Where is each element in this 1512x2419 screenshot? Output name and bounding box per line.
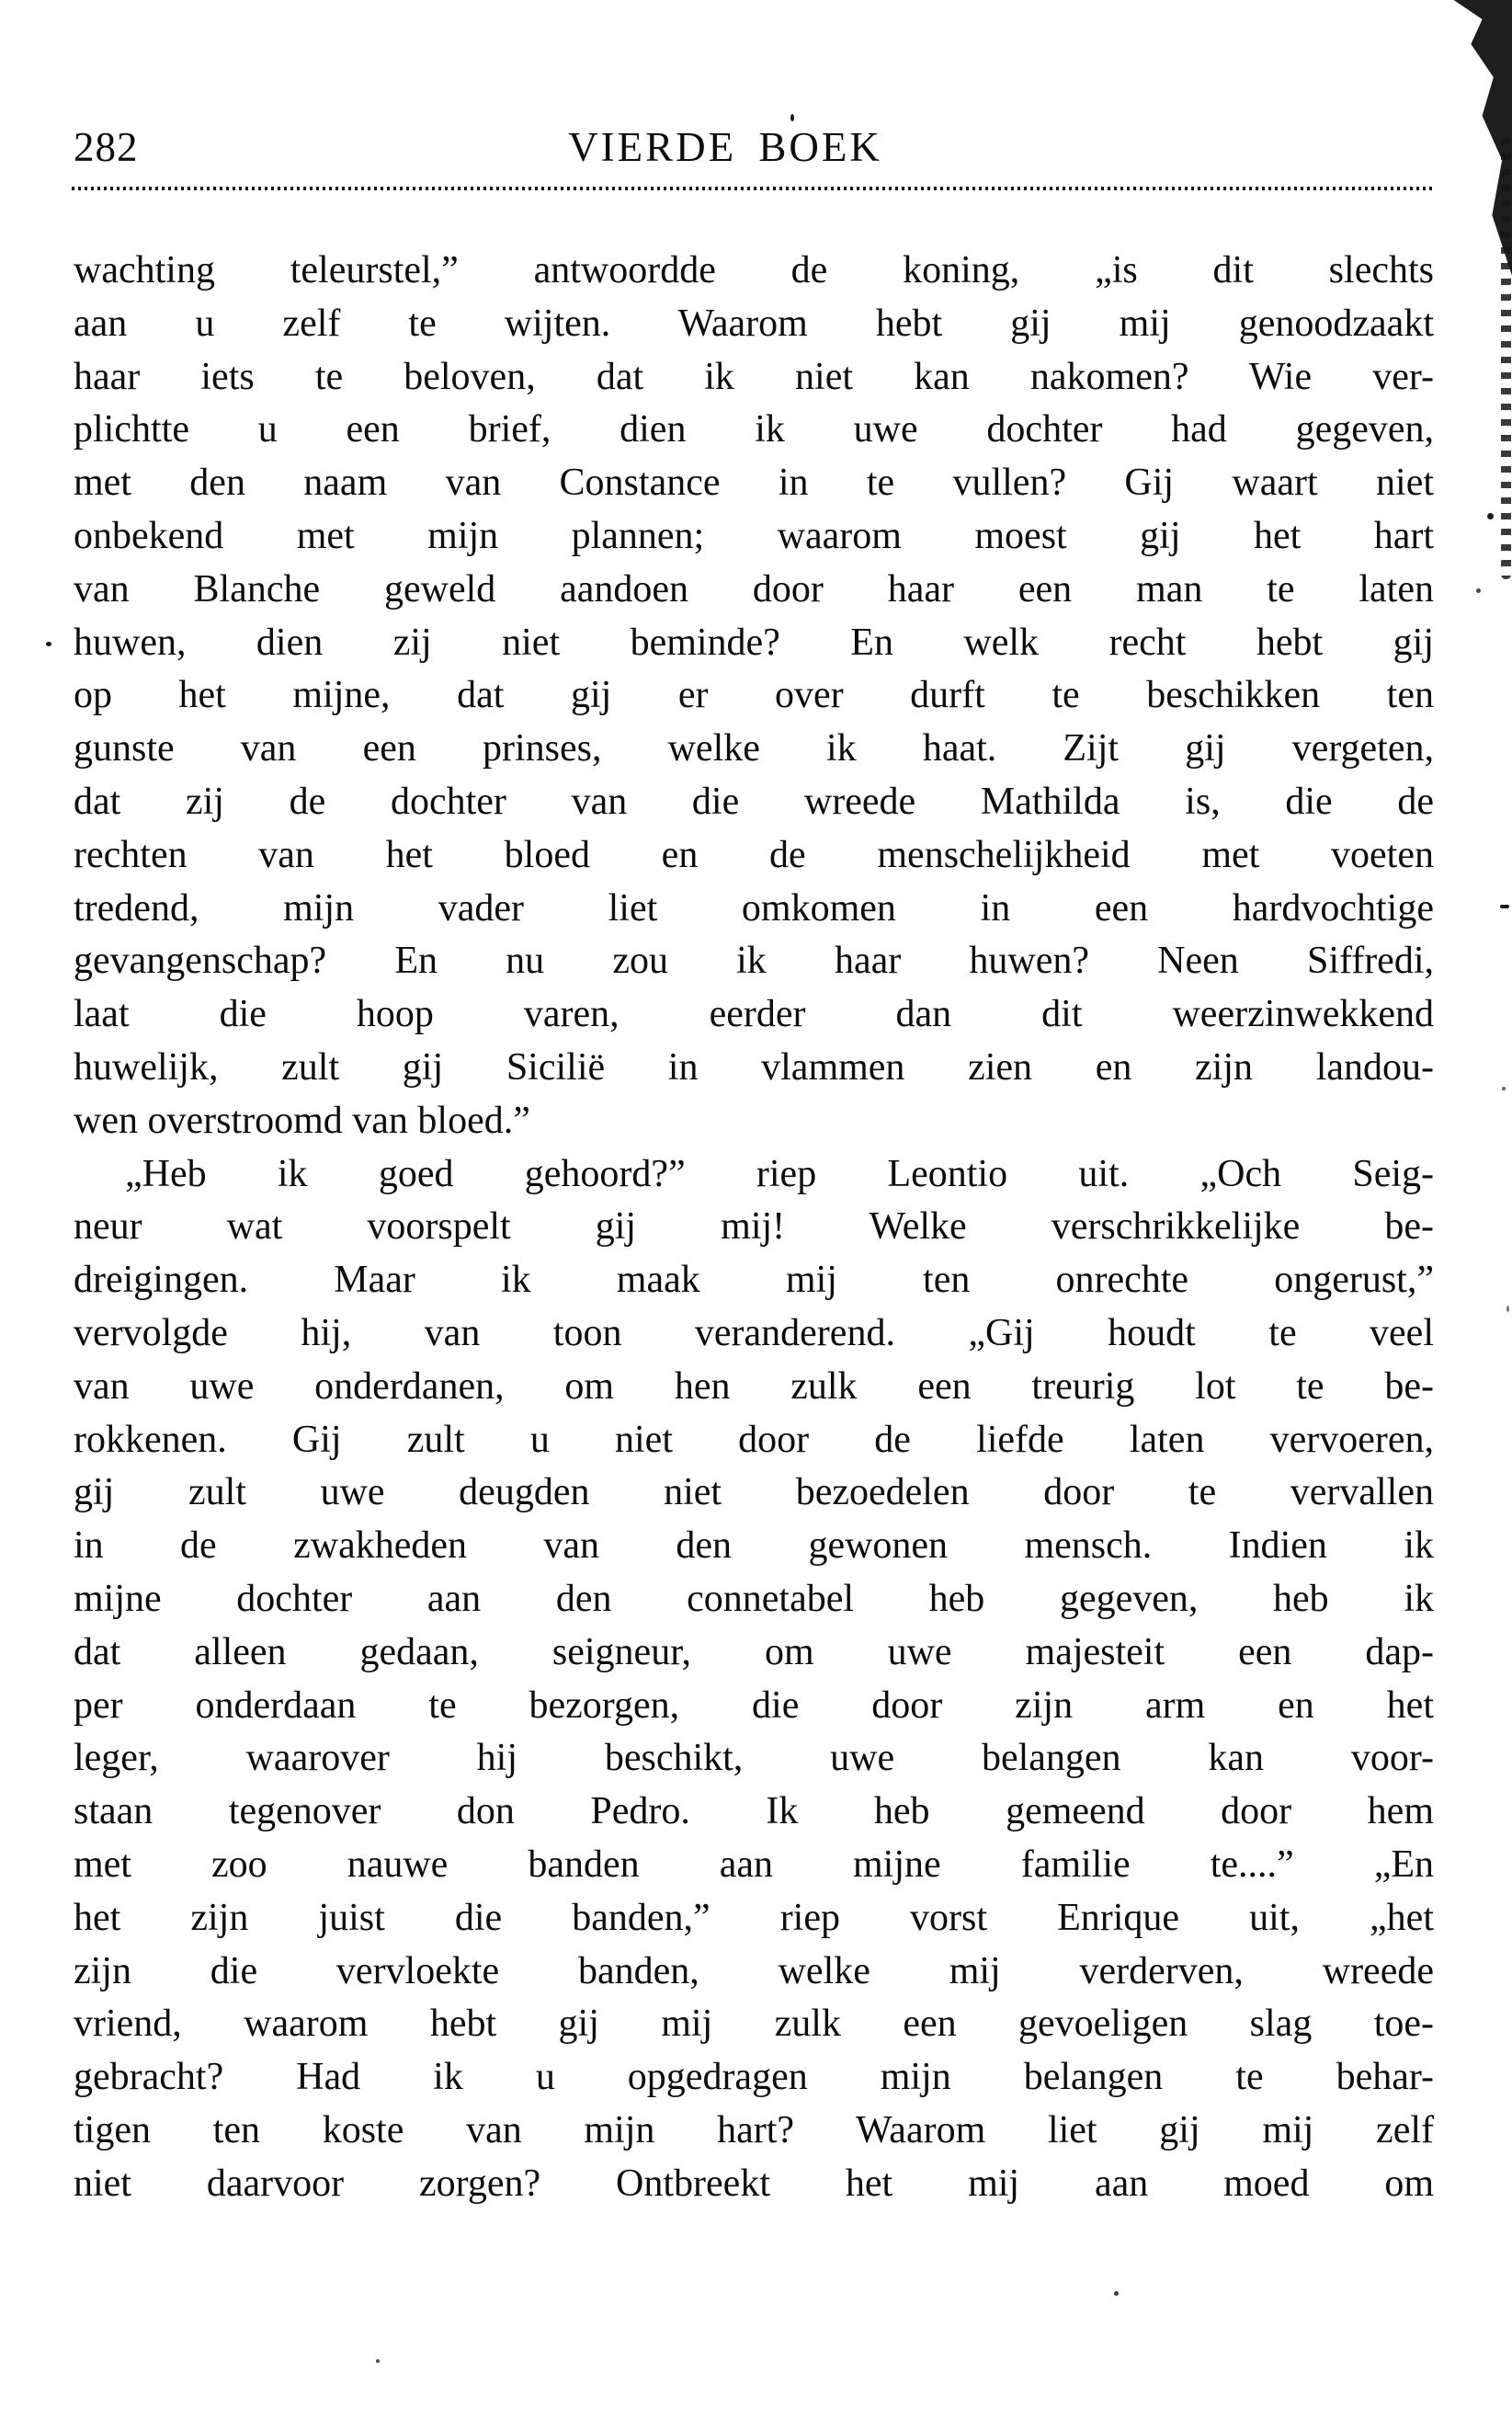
- text-line: vriend, waarom hebt gij mij zulk een gevoeligen slag toe-: [74, 2003, 1434, 2046]
- scan-artifact-speck: [1506, 1306, 1509, 1312]
- text-line: wen overstroomd van bloed.”: [74, 1099, 530, 1142]
- text-line: met den naam van Constance in te vullen? Gij waart niet: [74, 462, 1434, 505]
- scan-artifact-speck: [1487, 513, 1494, 519]
- text-line: dat alleen gedaan, seigneur, om uwe majesteit een dap-: [74, 1630, 1434, 1673]
- scan-artifact-speck: [1114, 2291, 1119, 2296]
- text-line: gunste van een prinses, welke ik haat. Zijt gij vergeten,: [74, 727, 1434, 770]
- page-header: [74, 123, 1432, 171]
- text-line: het zijn juist die banden,” riep vorst Enrique uit, „het: [74, 1896, 1434, 1939]
- header-title: VIERDE BOEK: [568, 124, 882, 170]
- text-line: in de zwakheden van den gewonen mensch. Indien ik: [74, 1524, 1434, 1568]
- text-line: tredend, mijn vader liet omkomen in een hardvochtige: [74, 886, 1434, 930]
- text-line: aan u zelf te wijten. Waarom hebt gij mij genoodzaakt: [74, 302, 1434, 345]
- text-line: gevangenschap? En nu zou ik haar huwen? Neen Siffredi,: [74, 940, 1434, 983]
- text-line: plichtte u een brief, dien ik uwe dochter had gegeven,: [74, 408, 1434, 451]
- paragraph: [74, 1148, 1434, 2211]
- page-number: 282: [74, 124, 139, 170]
- scan-artifact-speck: [376, 2359, 380, 2363]
- text-line: rechten van het bloed en de menschelijkheid met voeten: [74, 833, 1434, 876]
- text-line: zijn die vervloekte banden, welke mij verderven, wreede: [74, 1949, 1434, 1992]
- text-line: van Blanche geweld aandoen door haar een man te laten: [74, 567, 1434, 610]
- scan-artifact-speck: [46, 642, 51, 646]
- text-line: mijne dochter aan den connetabel heb gegeven, heb ik: [74, 1577, 1434, 1620]
- scan-artifact-speck: [1476, 588, 1481, 593]
- text-line: „Heb ik goed gehoord?” riep Leontio uit. „Och Seig-: [125, 1152, 1434, 1195]
- text-line: per onderdaan te bezorgen, die door zijn arm en het: [74, 1683, 1434, 1727]
- text-line: onbekend met mijn plannen; waarom moest gij het hart: [74, 514, 1434, 557]
- body-text: [74, 245, 1434, 2210]
- text-line: leger, waarover hij beschikt, uwe belangen kan voor-: [74, 1737, 1434, 1780]
- text-line: huwen, dien zij niet beminde? En welk recht hebt gij: [74, 621, 1434, 664]
- text-line: dat zij de dochter van die wreede Mathilda is, die de: [74, 780, 1434, 823]
- text-line: haar iets te beloven, dat ik niet kan nakomen? Wie ver-: [74, 355, 1434, 398]
- text-line: neur wat voorspelt gij mij! Welke verschrikkelijke be-: [74, 1205, 1434, 1249]
- text-line: vervolgde hij, van toon veranderend. „Gij houdt te veel: [74, 1311, 1434, 1354]
- text-line: op het mijne, dat gij er over durft te beschikken ten: [74, 674, 1434, 717]
- text-line: laat die hoop varen, eerder dan dit weerzinwekkend: [74, 993, 1434, 1036]
- text-line: tigen ten koste van mijn hart? Waarom liet gij mij zelf: [74, 2108, 1434, 2151]
- text-line: huwelijk, zult gij Sicilië in vlammen zien en zijn landou-: [74, 1045, 1434, 1089]
- text-line: gij zult uwe deugden niet bezoedelen door te vervallen: [74, 1471, 1434, 1514]
- paragraph: [74, 245, 1434, 1148]
- dotted-divider: [72, 187, 1434, 190]
- text-line: dreigingen. Maar ik maak mij ten onrechte ongerust,”: [74, 1259, 1434, 1302]
- text-line: rokkenen. Gij zult u niet door de liefde laten vervoeren,: [74, 1418, 1434, 1461]
- text-line: met zoo nauwe banden aan mijne familie te....” „En: [74, 1843, 1434, 1886]
- text-line: van uwe onderdanen, om hen zulk een treurig lot te be-: [74, 1364, 1434, 1408]
- scan-artifact-speck: [1502, 1087, 1506, 1090]
- scan-artifact-speck: [1500, 905, 1509, 908]
- text-line: wachting teleurstel,” antwoordde de koning, „is dit slechts: [74, 249, 1434, 291]
- text-line: gebracht? Had ik u opgedragen mijn belangen te behar-: [74, 2056, 1434, 2099]
- scan-artifact-edge-streak: [1501, 138, 1511, 579]
- scan-artifact-speck: [790, 114, 794, 121]
- text-line: niet daarvoor zorgen? Ontbreekt het mij aan moed om: [74, 2162, 1434, 2205]
- text-line: staan tegenover don Pedro. Ik heb gemeend door hem: [74, 1790, 1434, 1833]
